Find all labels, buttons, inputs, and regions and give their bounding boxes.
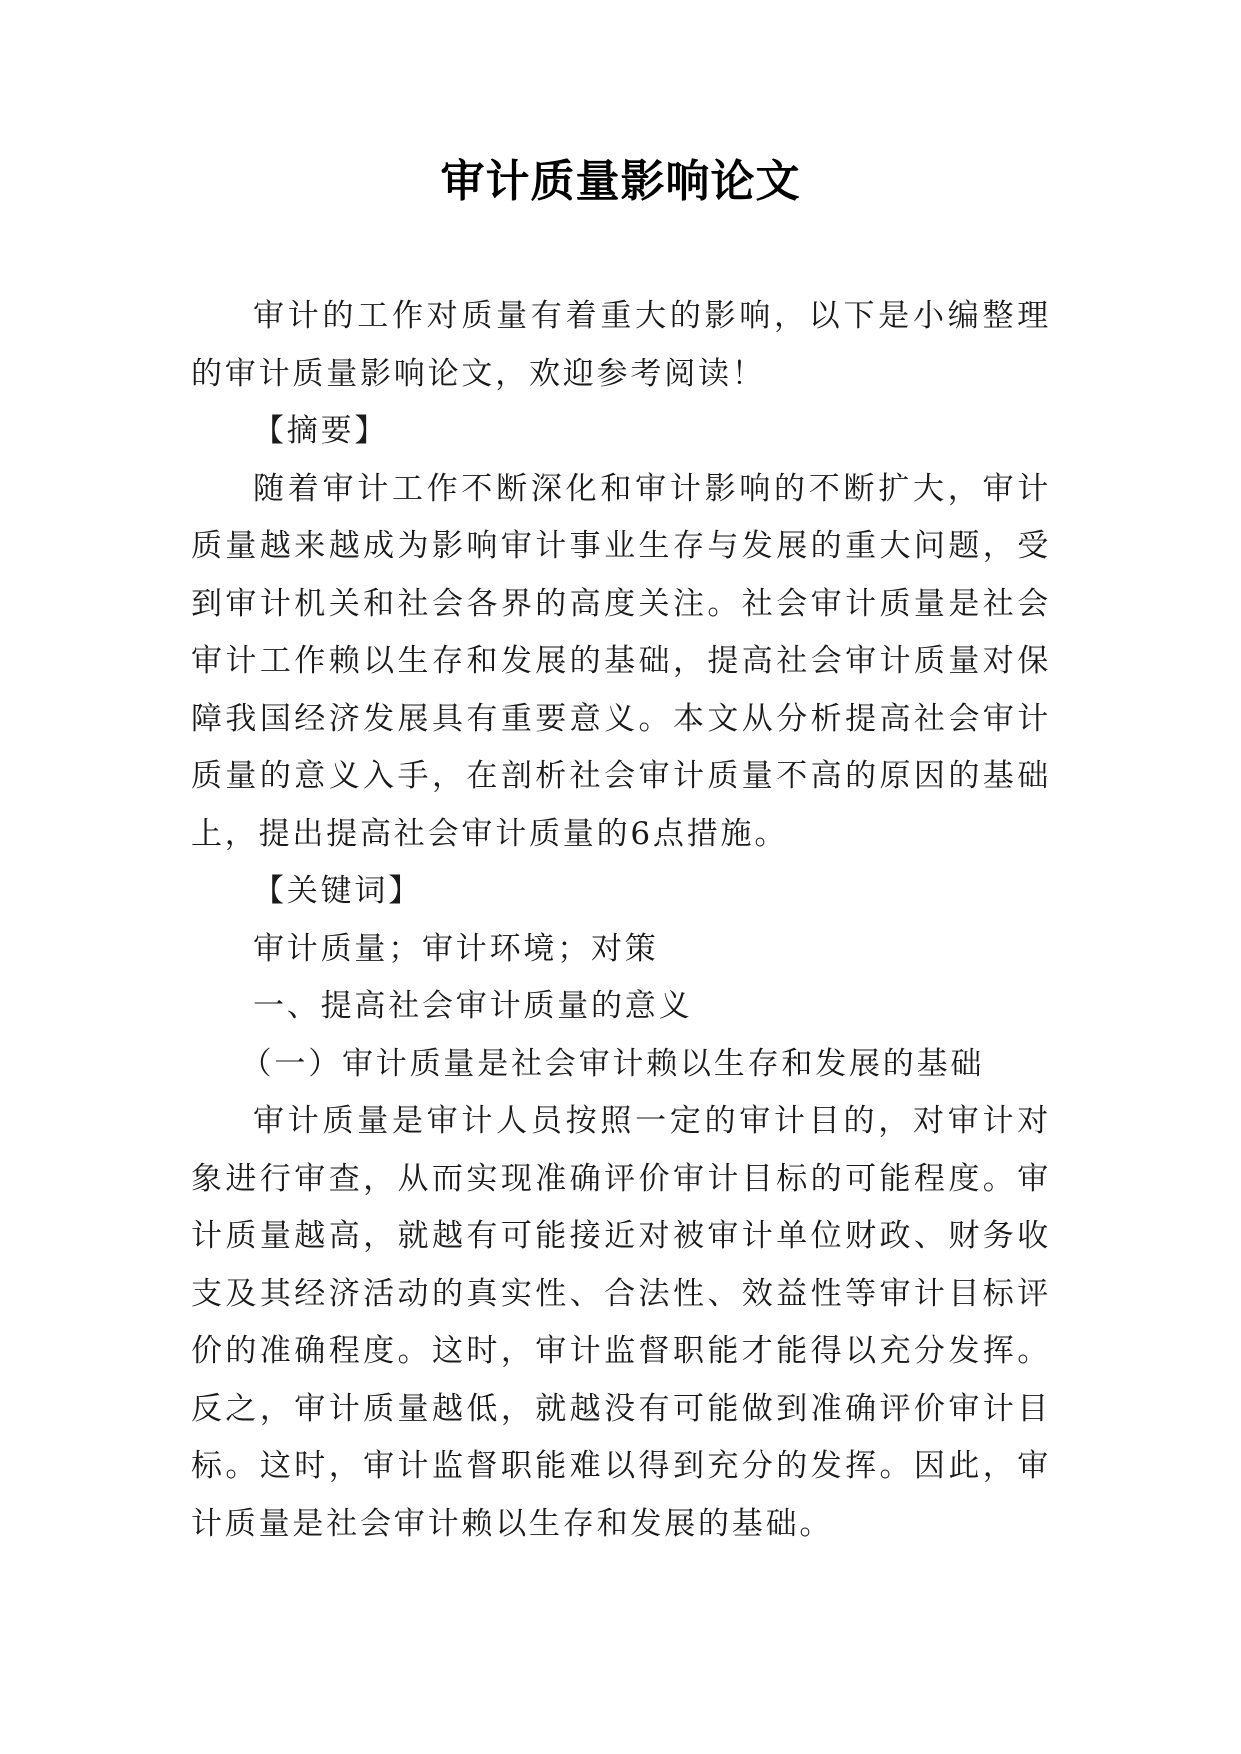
- document-title: 审计质量影响论文: [440, 156, 801, 207]
- keywords-paragraph: 审计质量；审计环境；对策: [253, 930, 659, 967]
- keywords-heading: 【关键词】: [253, 873, 422, 909]
- subsection-paragraph: 审计质量是审计人员按照一定的审计目的，对审计对象进行审查，从而实现准确评价审计目标的可能程度。审计质量越高，就越有可能接近对被审计单位财政、财务收支及其经济活动的真实性、合法性、效益性等审计目标评价的准确程度。这时，审计监督职能才能得以充分发挥。反之，审计质量越低，就越没有可能做到准确评价审计目标。这时，审计监督职能难以得到充分的发挥。因此，审计质量是社会审计赖以生存和发展的基础。: [191, 1103, 1051, 1542]
- abstract-paragraph: 随着审计工作不断深化和审计影响的不断扩大，审计质量越来越成为影响审计事业生存与发展的重大问题，受到审计机关和社会各界的高度关注。社会审计质量是社会审计工作赖以生存和发展的基础，提高社会审计质量对保障我国经济发展具有重要意义。本文从分析提高社会审计质量的意义入手，在剖析社会审计质量不高的原因的基础上，提出提高社会审计质量的6点措施。: [191, 470, 1051, 852]
- document-body: [191, 288, 1051, 1553]
- subsection-heading: （一）审计质量是社会审计赖以生存和发展的基础: [240, 1045, 985, 1082]
- abstract-heading: 【摘要】: [253, 413, 389, 449]
- intro-paragraph: 审计的工作对质量有着重大的影响，以下是小编整理的审计质量影响论文，欢迎参考阅读！: [191, 298, 1051, 392]
- section-heading: 一、提高社会审计质量的意义: [253, 988, 693, 1024]
